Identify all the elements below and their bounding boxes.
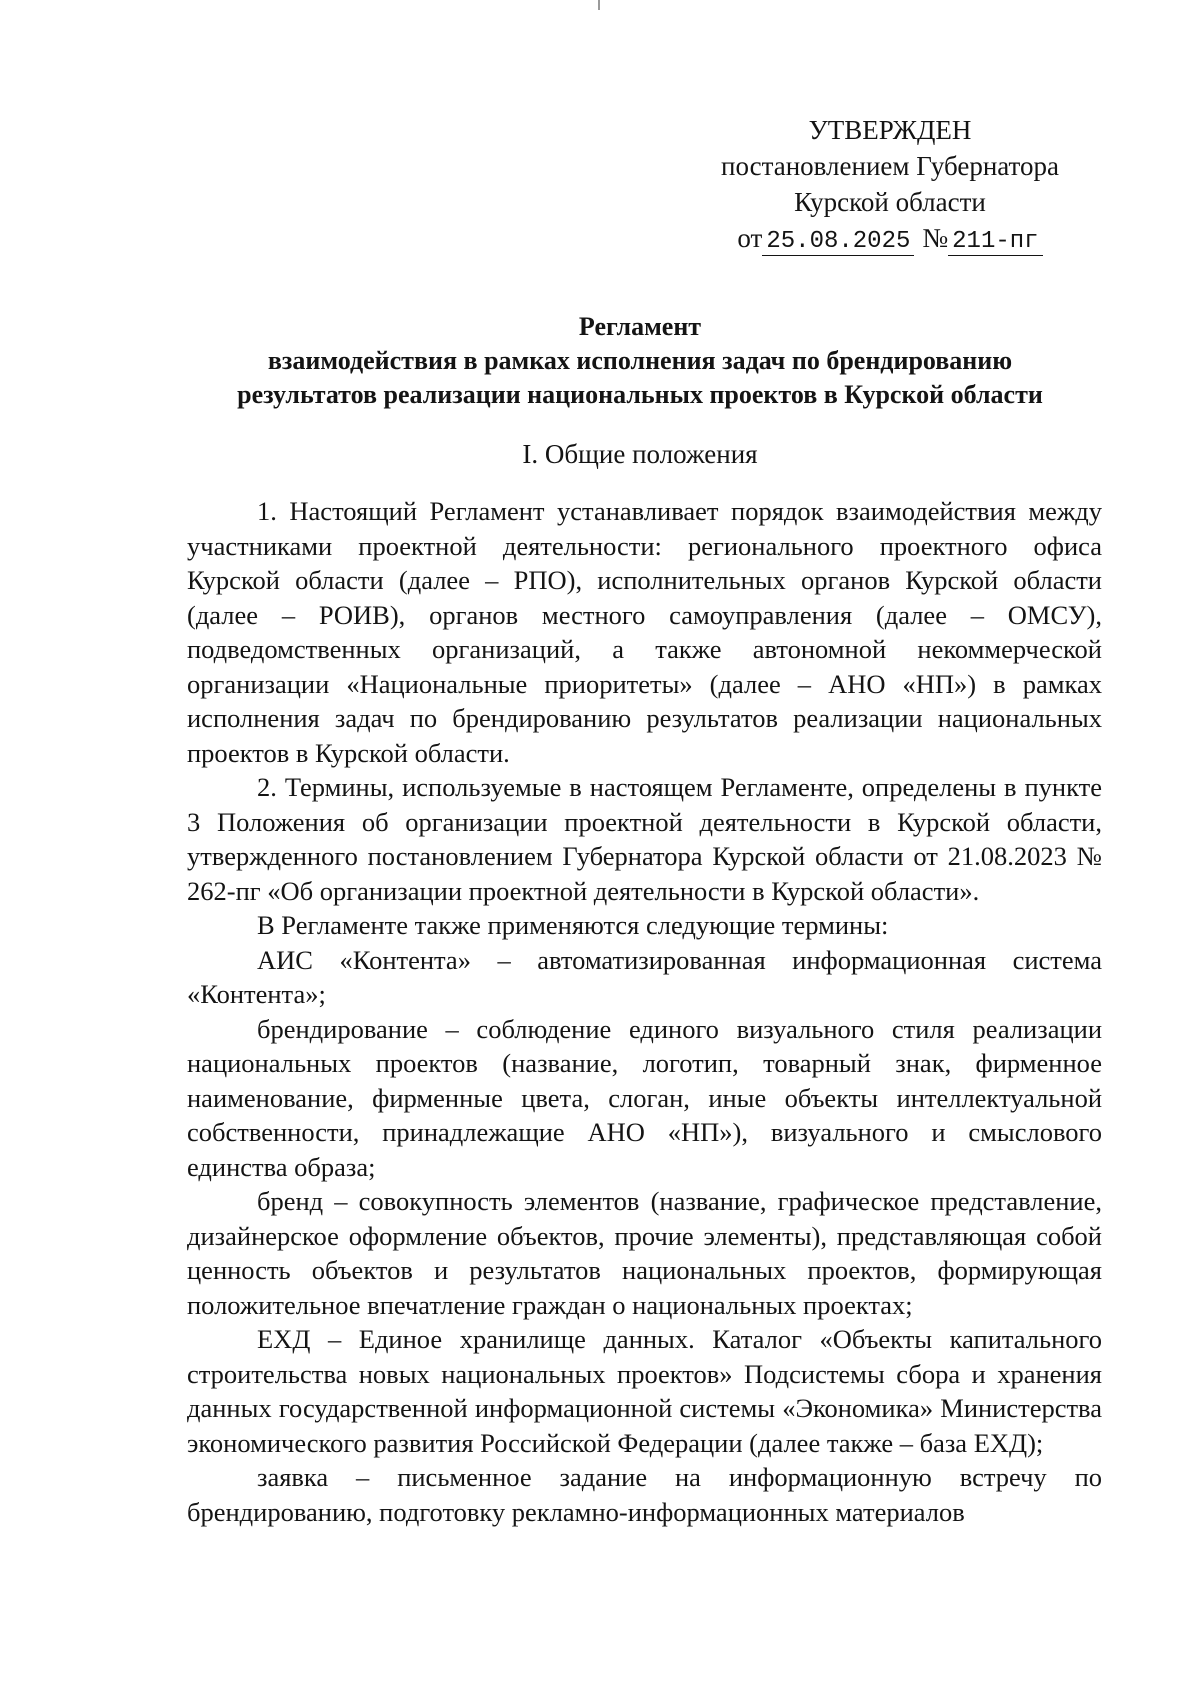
paragraph-6: бренд – совокупность элементов (название, графическое представление, дизайнерское оформление объектов, прочие элементы), представляющая собой ценность объектов и результатов национальных проектов, формирующая положительное впечатление граждан о национальных проектах; — [187, 1186, 1102, 1320]
section-heading: I. Общие положения — [522, 439, 758, 469]
scan-mark — [598, 0, 600, 10]
paragraph-3: В Регламенте также применяются следующие термины: — [257, 910, 889, 940]
paragraph-4: АИС «Контента» – автоматизированная информационная система «Контента»; — [187, 944, 1102, 1009]
paragraph-7: ЕХД – Единое хранилище данных. Каталог «Объекты капитального строительства новых национальных проектов» Подсистемы сбора и хранения данных государственной информационной системы «Экономика» Министерства экономического развития Российской Федерации (далее также – база ЕХД); — [187, 1324, 1102, 1458]
paragraph-8: заявка – письменное задание на информационную встречу по брендированию, подготовку рекламно-информационных материалов — [187, 1462, 1102, 1527]
approval-number: 211-пг — [948, 229, 1042, 256]
title-line-1: Регламент — [578, 312, 702, 341]
paragraph-5: брендирование – соблюдение единого визуального стиля реализации национальных проектов (название, логотип, товарный знак, фирменное наименование, фирменные цвета, слоган, иные объекты интеллектуальной собственности, принадлежащие АНО «НП»), визуального и смыслового единства образа; — [187, 1013, 1102, 1182]
title-line-3: результатов реализации национальных проектов в Курской области — [237, 380, 1043, 409]
approval-date-line — [690, 220, 1090, 256]
approval-stamp — [690, 112, 1090, 256]
approval-line-1: постановлением Губернатора — [721, 151, 1059, 181]
document-title — [150, 310, 1130, 412]
approval-date: 25.08.2025 — [762, 229, 914, 256]
number-prefix: № — [922, 223, 949, 253]
title-line-2: взаимодействия в рамках исполнения задач по брендированию — [267, 346, 1013, 375]
approval-title: УТВЕРЖДЕН — [808, 115, 972, 145]
paragraph-2: 2. Термины, используемые в настоящем Регламенте, определены в пункте 3 Положения об организации проектной деятельности в Курской области, утвержденного постановлением Губернатора Курской области от 21.08.2023 № 262-пг «Об организации проектной деятельности в Курской области». — [187, 772, 1102, 906]
document-body — [187, 494, 1102, 1529]
date-prefix: от — [737, 223, 763, 253]
paragraph-1: 1. Настоящий Регламент устанавливает порядок взаимодействия между участниками проектной деятельности: регионального проектного офиса Курской области (далее – РПО), исполнительных органов Курской области (далее – РОИВ), органов местного самоуправления (далее – ОМСУ), подведомственных организаций, а также автономной некоммерческой организации «Национальные приоритеты» (далее – АНО «НП») в рамках исполнения задач по брендированию результатов реализации национальных проектов в Курской области. — [187, 496, 1102, 768]
approval-line-2: Курской области — [794, 187, 986, 217]
